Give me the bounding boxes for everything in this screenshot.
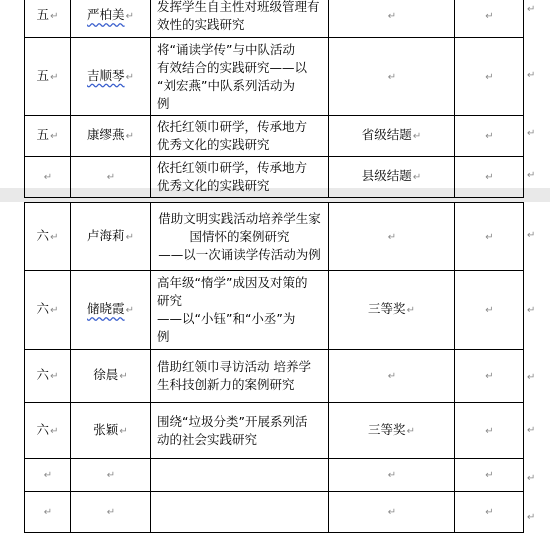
name-cell-text: 卢海莉 — [87, 227, 125, 243]
name-cell-text: 张颖 — [93, 421, 119, 437]
award-cell — [329, 38, 455, 116]
project-table-bottom — [24, 202, 524, 533]
table-row — [25, 350, 524, 403]
grade-cell — [25, 116, 71, 157]
grade-cell — [25, 38, 71, 116]
project-title-line: 国情怀的案例研究 — [189, 228, 290, 244]
project-title-line: ——以一次诵读学传活动为例 — [158, 246, 321, 262]
row-end-mark: ↵ — [527, 425, 536, 436]
cell-end-mark: ↵ — [485, 11, 494, 22]
cell-end-mark: ↵ — [50, 425, 59, 437]
name-cell-text: 储晓霞 — [87, 301, 125, 316]
project-title-cell — [151, 0, 329, 38]
project-title-line: 依托红领巾研学，传承地方 — [157, 160, 308, 175]
project-title-line: 例 — [157, 95, 170, 111]
remark-cell — [455, 403, 524, 459]
cell-end-mark: ↵ — [485, 131, 494, 142]
name-cell-text: 吉顺琴 — [87, 67, 125, 83]
cell-end-mark: ↵ — [485, 71, 494, 83]
name-cell — [71, 403, 151, 459]
cell-end-mark: ↵ — [387, 71, 397, 83]
project-title-line: 依托红领巾研学，传承地方 — [157, 119, 308, 134]
grade-cell-text: 六 — [36, 421, 50, 437]
cell-end-mark: ↵ — [50, 231, 59, 243]
award-cell — [329, 157, 455, 198]
cell-end-mark: ↵ — [106, 470, 116, 481]
cell-end-mark: ↵ — [485, 470, 494, 481]
cell-end-mark: ↵ — [387, 371, 397, 382]
project-title-line: 例 — [157, 329, 170, 344]
table-body — [25, 0, 524, 198]
project-title-line: 优秀文化的实践研究 — [157, 137, 270, 152]
cell-end-mark: ↵ — [50, 371, 59, 382]
cell-end-mark: ↵ — [125, 131, 134, 142]
award-cell — [329, 0, 455, 38]
table-row — [25, 116, 524, 157]
project-title-line: 效性的实践研究 — [157, 17, 245, 32]
cell-end-mark: ↵ — [50, 305, 59, 316]
award-cell — [329, 492, 455, 533]
row-end-mark: ↵ — [527, 305, 536, 316]
row-end-mark: ↵ — [527, 372, 536, 383]
row-end-mark: ↵ — [527, 128, 536, 139]
grade-cell-text: 六 — [36, 301, 50, 316]
award-cell — [329, 116, 455, 157]
grade-cell — [25, 459, 71, 492]
cell-end-mark: ↵ — [50, 131, 59, 142]
cell-end-mark: ↵ — [412, 131, 422, 142]
table-row — [25, 157, 524, 198]
cell-end-mark: ↵ — [119, 425, 128, 437]
name-cell — [71, 0, 151, 38]
name-cell — [71, 116, 151, 157]
grade-cell — [25, 403, 71, 459]
grade-cell-text: 五 — [36, 67, 50, 83]
cell-end-mark: ↵ — [43, 507, 53, 518]
grade-cell-text: 六 — [36, 227, 50, 243]
project-title-line: 动的社会实践研究 — [157, 431, 258, 447]
cell-end-mark: ↵ — [485, 305, 494, 316]
award-cell — [329, 403, 455, 459]
row-end-mark: ↵ — [527, 512, 536, 523]
name-cell — [71, 38, 151, 116]
name-cell — [71, 350, 151, 403]
table-body — [25, 203, 524, 533]
project-title-line: 有效结合的实践研究——以 — [157, 59, 308, 75]
table-row — [25, 492, 524, 533]
project-title-line: 生科技创新力的案例研究 — [157, 377, 295, 392]
name-cell — [71, 271, 151, 350]
remark-cell — [455, 492, 524, 533]
row-end-mark: ↵ — [527, 170, 536, 181]
remark-cell — [455, 157, 524, 198]
remark-cell — [455, 116, 524, 157]
row-end-mark: ↵ — [527, 473, 536, 484]
cell-end-mark: ↵ — [387, 11, 397, 22]
cell-end-mark: ↵ — [125, 11, 134, 22]
cell-end-mark: ↵ — [387, 470, 397, 481]
name-cell — [71, 459, 151, 492]
name-cell-text: 徐晨 — [93, 367, 119, 382]
project-title-cell — [151, 492, 329, 533]
cell-end-mark: ↵ — [43, 172, 53, 183]
project-title-line: 发挥学生自主性对班级管理有 — [157, 0, 320, 14]
project-title-line: 高年级“惰学”成因及对策的 — [157, 275, 308, 290]
project-title-cell — [151, 38, 329, 116]
name-cell-text: 康缪燕 — [87, 127, 125, 142]
name-cell — [71, 492, 151, 533]
row-end-mark: ↵ — [527, 70, 536, 81]
project-title-line: “刘宏燕”中队系列活动为 — [157, 77, 295, 93]
cell-end-mark: ↵ — [43, 470, 53, 481]
project-title-line: ——以“小钰”和“小丞”为 — [157, 311, 296, 326]
project-title-line: 将“诵读学传”与中队活动 — [157, 41, 295, 57]
table-row — [25, 271, 524, 350]
grade-cell-text: 五 — [36, 127, 50, 142]
cell-end-mark: ↵ — [125, 305, 134, 316]
remark-cell — [455, 38, 524, 116]
grade-cell — [25, 492, 71, 533]
cell-end-mark: ↵ — [125, 71, 134, 83]
project-title-cell — [151, 157, 329, 198]
name-cell — [71, 157, 151, 198]
project-title-line: 优秀文化的实践研究 — [157, 178, 270, 193]
table-row — [25, 0, 524, 38]
award-cell-text: 三等奖 — [368, 421, 406, 437]
row-end-mark: ↵ — [527, 4, 536, 15]
table-row — [25, 459, 524, 492]
project-title-cell — [151, 116, 329, 157]
grade-cell — [25, 350, 71, 403]
grade-cell-text: 五 — [36, 7, 50, 22]
cell-end-mark: ↵ — [485, 172, 494, 183]
row-end-mark: ↵ — [527, 230, 536, 241]
cell-end-mark: ↵ — [412, 172, 422, 183]
award-cell — [329, 459, 455, 492]
award-cell-text: 县级结题 — [361, 168, 412, 183]
cell-end-mark: ↵ — [485, 231, 494, 243]
table-row — [25, 38, 524, 116]
project-title-cell — [151, 403, 329, 459]
table-row — [25, 203, 524, 271]
cell-end-mark: ↵ — [485, 371, 494, 382]
cell-end-mark: ↵ — [50, 71, 59, 83]
remark-cell — [455, 459, 524, 492]
cell-end-mark: ↵ — [125, 231, 134, 243]
award-cell-text: 三等奖 — [368, 301, 406, 316]
remark-cell — [455, 0, 524, 38]
project-title-line: 围绕“垃圾分类”开展系列活 — [157, 413, 308, 429]
project-title-cell — [151, 271, 329, 350]
award-cell-text: 省级结题 — [361, 127, 412, 142]
remark-cell — [455, 271, 524, 350]
cell-end-mark: ↵ — [485, 507, 494, 518]
cell-end-mark: ↵ — [485, 425, 494, 437]
award-cell — [329, 271, 455, 350]
cell-end-mark: ↵ — [406, 425, 415, 437]
cell-end-mark: ↵ — [406, 305, 415, 316]
table-row — [25, 403, 524, 459]
remark-cell — [455, 350, 524, 403]
grade-cell — [25, 271, 71, 350]
cell-end-mark: ↵ — [50, 11, 59, 22]
cell-end-mark: ↵ — [119, 371, 128, 382]
cell-end-mark: ↵ — [106, 172, 116, 183]
award-cell — [329, 203, 455, 271]
cell-end-mark: ↵ — [106, 507, 116, 518]
project-title-line: 研究 — [157, 293, 183, 308]
name-cell-text: 严柏美 — [87, 7, 125, 22]
grade-cell-text: 六 — [36, 367, 50, 382]
cell-end-mark: ↵ — [387, 507, 397, 518]
cell-end-mark: ↵ — [387, 231, 397, 243]
award-cell — [329, 350, 455, 403]
grade-cell — [25, 157, 71, 198]
grade-cell — [25, 0, 71, 38]
project-title-line: 借助红领巾寻访活动 培养学 — [157, 359, 311, 374]
name-cell — [71, 203, 151, 271]
grade-cell — [25, 203, 71, 271]
remark-cell — [455, 203, 524, 271]
project-table-top — [24, 0, 524, 198]
project-title-cell — [151, 459, 329, 492]
project-title-cell — [151, 203, 329, 271]
project-title-line: 借助文明实践活动培养学生家 — [158, 210, 321, 226]
project-title-cell — [151, 350, 329, 403]
